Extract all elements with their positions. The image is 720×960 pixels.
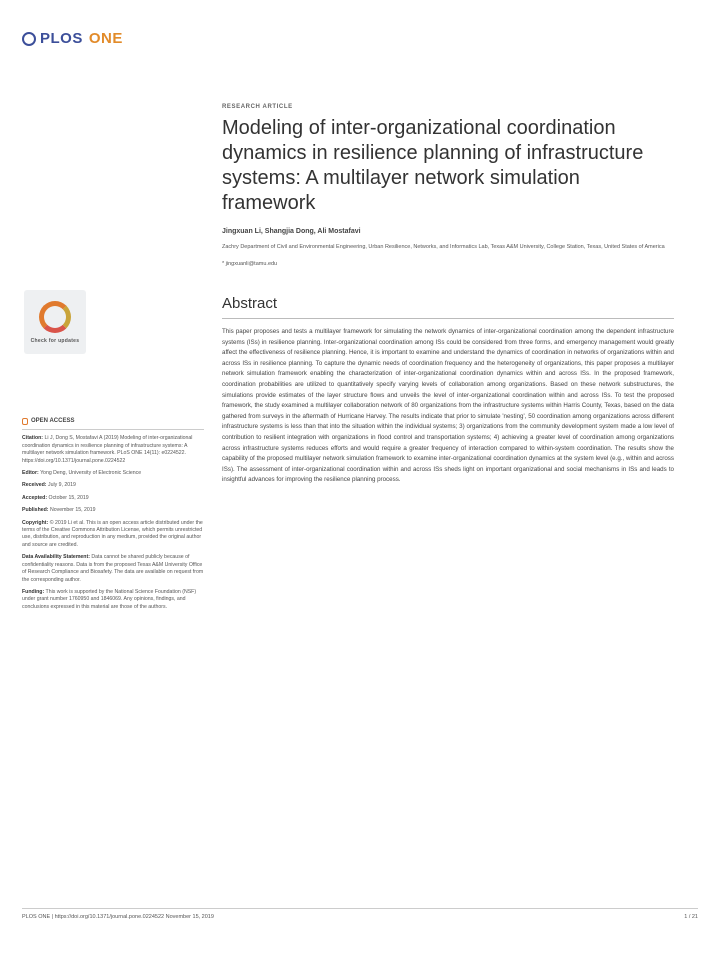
received-label: Received: <box>22 482 47 489</box>
footer-divider <box>22 908 698 909</box>
funding-text: This work is supported by the National Science Foundation (NSF) under grant number 1760950 and 1846069. Any opinions, findings, and conclusions expressed in this material are those of the authors. <box>22 588 197 610</box>
open-access-label <box>22 418 204 425</box>
logo-one-text: ONE <box>88 30 123 47</box>
page-number: 1 / 21 <box>684 914 698 920</box>
abstract-text: This paper proposes and tests a multilayer framework for simulating the network dynamics of inter-organizational coordination among the dependent infrastructure systems (ISs) in resilience planning. Inter-organizational coordination among ISs could be considered from three forms, and emergency management would greatly affect the effectiveness of resilience planning. Hence, it is important to examine and understand the dynamics of coordination in networks of organizations within and across ISs in resilience planning. To capture the dynamic needs of coordination frequency and the heterogeneity of organizations, this paper proposes a multilayer network simulation framework enabling the characterization of inter-organizational coordination dynamics within and across ISs. In the proposed framework, coordination probabilities are utilized to quantitatively specify varying levels of collaboration among organizations. Based on these network substructures, the simulations provide estimates of the layer structure flows and unveils the level of inter-organizational coordination within and across ISs. To test the proposed framework, the study examined a multilayer collaboration network of 80 organizations from the infrastructure systems within Harris County, Texas, based on the data gathered from surveys in the aftermath of Hurricane Harvey. The results indicate that prior to simulate 'nesting', 50 coordination among organizations across different infrastructure systems is less than that into the situation within the individual systems; 3) organizations from the community development system made a low level of contribution to resilient integration with organizations in flood control and transportation systems; 4) achieving a greater level of coordination among organizations across infrastructure systems reduces efforts and would require a greater frequency of interaction compared to within-system coordination. The results show the capability of the proposed multilayer network simulation framework to examine inter-organizational coordination dynamics at the system level (e.g., within and across ISs). The assessment of inter-organizational coordination within and across ISs sheds light on important organizational and social mechanisms in ISs and leads to insightful advances for improving the resilience planning process. <box>222 328 674 484</box>
editor-block <box>22 470 204 477</box>
copyright-block <box>22 520 204 550</box>
logo-plos-text: PLOS <box>40 30 83 47</box>
accepted-block <box>22 495 204 502</box>
citation-label: Citation: <box>22 435 44 442</box>
published-block <box>22 507 204 514</box>
article-type: RESEARCH ARTICLE <box>222 104 293 110</box>
received-date: July 9, 2019 <box>47 482 76 489</box>
data-availability-label: Data Availability Statement: <box>22 554 90 561</box>
copyright-text: © 2019 Li et al. This is an open access article distributed under the terms of the Creative Commons Attribution License, which permits unrestricted use, distribution, and reproduction in any medium, provided the original author and source are credited. <box>22 519 203 548</box>
open-access-text: OPEN ACCESS <box>31 418 75 424</box>
funding-label: Funding: <box>22 588 45 595</box>
citation-block <box>22 435 204 465</box>
page-footer <box>22 914 698 920</box>
data-availability-block <box>22 554 204 584</box>
open-lock-icon <box>22 418 28 425</box>
received-block <box>22 482 204 489</box>
author-list[interactable]: Jingxuan Li, Shangjia Dong, Ali Mostafavi <box>222 228 361 235</box>
sidebar-divider <box>22 429 204 430</box>
journal-logo <box>22 30 123 47</box>
accepted-label: Accepted: <box>22 494 48 501</box>
abstract-heading: Abstract <box>222 295 278 312</box>
editor-label: Editor: <box>22 470 39 477</box>
abstract-divider <box>222 318 674 319</box>
article-sidebar <box>22 418 204 616</box>
funding-block <box>22 589 204 611</box>
copyright-label: Copyright: <box>22 519 49 526</box>
accepted-date: October 15, 2019 <box>48 494 89 501</box>
plos-logo-icon <box>22 32 36 46</box>
check-for-updates-badge[interactable] <box>24 290 86 354</box>
article-main <box>222 104 674 486</box>
published-date: November 15, 2019 <box>49 507 96 514</box>
editor-text: Yong Deng, University of Electronic Science <box>40 470 142 477</box>
corresponding-author[interactable]: * jingxuanli@tamu.edu <box>222 261 278 267</box>
crossmark-icon <box>39 301 71 333</box>
footer-journal-doi[interactable]: PLOS ONE | https://doi.org/10.1371/journal.pone.0224522 November 15, 2019 <box>22 914 214 920</box>
published-label: Published: <box>22 507 49 514</box>
data-availability-text: Data cannot be shared publicly because of confidentiality reasons. Data is from the proposed Texas A&M University Office of Research Compliance and Biosafety. The data are available on request from the corresponding author. <box>22 554 204 583</box>
badge-label: Check for updates <box>30 337 80 344</box>
affiliation: Zachry Department of Civil and Environmental Engineering, Urban Resilience, Networks, and Informatics Lab, Texas A&M University, College Station, Texas, United States of America <box>222 244 665 250</box>
citation-text[interactable]: Li J, Dong S, Mostafavi A (2019) Modeling of inter-organizational coordination dynamics in resilience planning of infrastructure systems: A multilayer network simulation framework. PLoS ONE 14(11): e0224522. https://doi.org/10.1371/journal.pone.0224522 <box>22 435 193 464</box>
article-title: Modeling of inter-organizational coordination dynamics in resilience planning of infrastructure systems: A multilayer network simulation framework <box>222 117 644 214</box>
